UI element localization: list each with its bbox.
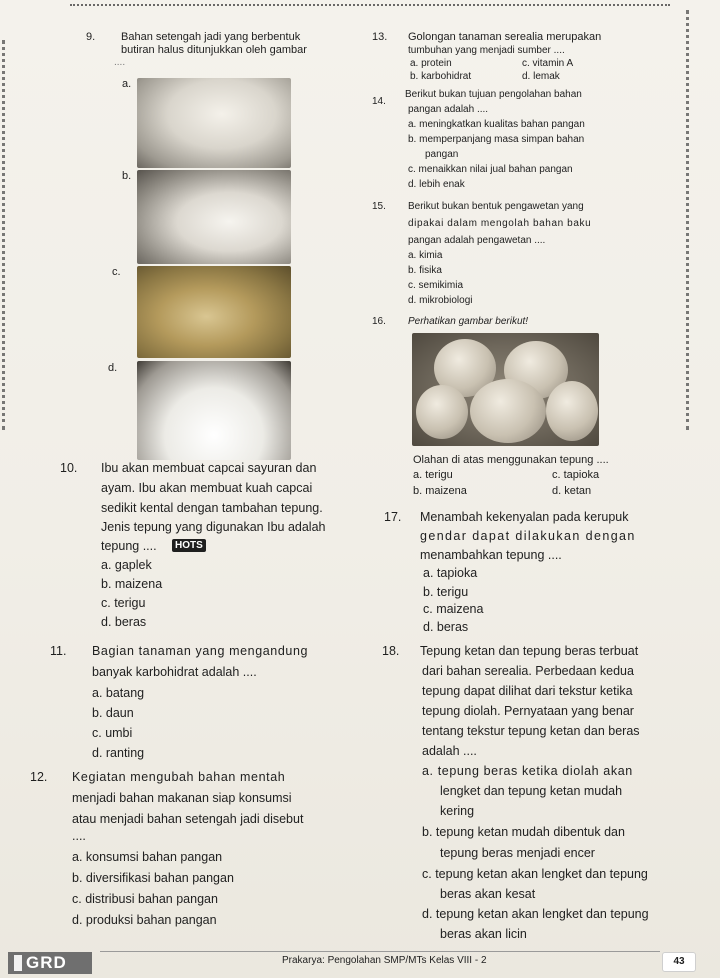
- q13-option: a. protein: [410, 58, 452, 69]
- q10-option: b. maizena: [101, 577, 163, 591]
- q18-text-line: adalah ....: [422, 744, 477, 758]
- footer-divider: [100, 951, 660, 952]
- q11-number: 11.: [50, 644, 67, 658]
- q13-option: b. karbohidrat: [410, 71, 472, 82]
- q16-number: 16.: [372, 316, 386, 327]
- q16-text-line: Perhatikan gambar berikut!: [408, 316, 529, 327]
- q14-option: b. memperpanjang masa simpan bahan: [408, 134, 585, 145]
- q17-option: c. maizena: [423, 602, 484, 616]
- q17-number: 17.: [384, 510, 402, 524]
- q12-text-line: Kegiatan mengubah bahan mentah: [72, 770, 286, 784]
- q12-text-line: ....: [72, 829, 86, 843]
- q18-option-continuation: tepung beras menjadi encer: [440, 846, 595, 860]
- q14-text-line: Berikut bukan tujuan pengolahan bahan: [405, 89, 582, 100]
- decorative-dotted-border-top: [70, 4, 670, 22]
- q18-text-line: dari bahan serealia. Perbedaan kedua: [422, 664, 634, 678]
- q18-option: b. tepung ketan mudah dibentuk dan: [422, 825, 625, 839]
- q9-option-b-label: b.: [122, 170, 132, 182]
- q16-option: c. tapioka: [552, 469, 600, 481]
- q13-option: c. vitamin A: [522, 58, 574, 69]
- q13-option: d. lemak: [522, 71, 560, 82]
- q18-option: a. tepung beras ketika diolah akan: [422, 764, 633, 778]
- q11-option: a. batang: [92, 686, 145, 700]
- q12-option: c. distribusi bahan pangan: [72, 892, 218, 906]
- q12-text-line: menjadi bahan makanan siap konsumsi: [72, 791, 292, 805]
- q18-text-line: Tepung ketan dan tepung beras terbuat: [420, 644, 639, 658]
- q13-number: 13.: [372, 31, 388, 43]
- q18-text-line: tentang tekstur tepung ketan dan beras: [422, 724, 640, 738]
- q17-text-line: gendar dapat dilakukan dengan: [420, 529, 636, 543]
- q17-option: b. terigu: [423, 585, 469, 599]
- q9-text-line: Bahan setengah jadi yang berbentuk: [121, 31, 301, 43]
- onde-onde-ball: [416, 385, 468, 439]
- q15-text-line: pangan adalah pengawetan ....: [408, 235, 546, 246]
- q16-text-line: Olahan di atas menggunakan tepung ....: [413, 454, 609, 466]
- flour-photo: [137, 78, 291, 168]
- decorative-dotted-border-left: [2, 40, 10, 430]
- q15-text-line: dipakai dalam mengolah bahan baku: [408, 218, 592, 229]
- q12-option: d. produksi bahan pangan: [72, 913, 217, 927]
- q15-text-line: Berikut bukan bentuk pengawetan yang: [408, 201, 584, 212]
- q10-text-line: sedikit kental dengan tambahan tepung.: [101, 501, 323, 515]
- q18-option: d. tepung ketan akan lengket dan tepung: [422, 907, 649, 921]
- q14-option-continuation: pangan: [425, 149, 459, 160]
- q15-option: a. kimia: [408, 250, 443, 261]
- q14-option: c. menaikkan nilai jual bahan pangan: [408, 164, 573, 175]
- q14-option: d. lebih enak: [408, 179, 465, 190]
- q9-option-c-label: c.: [112, 266, 121, 278]
- q16-option: a. terigu: [413, 469, 453, 481]
- q18-option-continuation: beras akan kesat: [440, 887, 536, 901]
- q11-option: b. daun: [92, 706, 134, 720]
- q10-option: d. beras: [101, 615, 147, 629]
- q10-text-line: Ibu akan membuat capcai sayuran dan: [101, 461, 317, 475]
- q18-option-continuation: beras akan licin: [440, 927, 527, 941]
- q11-option: c. umbi: [92, 726, 133, 740]
- q15-option: d. mikrobiologi: [408, 295, 473, 306]
- q9-number: 9.: [86, 31, 96, 43]
- q11-text-line: banyak karbohidrat adalah ....: [92, 665, 257, 679]
- q12-number: 12.: [30, 770, 48, 784]
- page-number: 43: [662, 952, 696, 972]
- q18-option-continuation: lengket dan tepung ketan mudah: [440, 784, 623, 798]
- q17-option: a. tapioka: [423, 566, 478, 580]
- q10-text-line: tepung ....: [101, 539, 157, 553]
- q11-text-line: Bagian tanaman yang mengandung: [92, 644, 309, 658]
- q10-text-line: ayam. Ibu akan membuat kuah capcai: [101, 481, 313, 495]
- q14-text-line: pangan adalah ....: [408, 104, 489, 115]
- q15-number: 15.: [372, 201, 386, 212]
- logo-mark-icon: [14, 955, 22, 971]
- q17-text-line: menambahkan tepung ....: [420, 548, 562, 562]
- q10-option: c. terigu: [101, 596, 146, 610]
- q18-text-line: tepung diolah. Pernyataan yang benar: [422, 704, 634, 718]
- q9-option-d-label: d.: [108, 362, 118, 374]
- q9-option-a-label: a.: [122, 78, 132, 90]
- q14-option: a. meningkatkan kualitas bahan pangan: [408, 119, 585, 130]
- q13-text-line: Golongan tanaman serealia merupakan: [408, 31, 602, 43]
- q18-option-continuation: kering: [440, 804, 475, 818]
- grated-coconut-photo: [137, 361, 291, 460]
- q15-option: b. fisika: [408, 265, 442, 276]
- q16-option: d. ketan: [552, 485, 592, 497]
- q16-option: b. maizena: [413, 485, 467, 497]
- q11-option: d. ranting: [92, 746, 145, 760]
- publisher-logo: [8, 952, 92, 974]
- q12-option: b. diversifikasi bahan pangan: [72, 871, 234, 885]
- publisher-brand: GRD: [26, 953, 67, 972]
- q18-number: 18.: [382, 644, 400, 658]
- q15-option: c. semikimia: [408, 280, 464, 291]
- book-title: Prakarya: Pengolahan SMP/MTs Kelas VIII - 2: [282, 955, 487, 966]
- q12-text-line: atau menjadi bahan setengah jadi disebut: [72, 812, 304, 826]
- q10-number: 10.: [60, 461, 78, 475]
- q14-number: 14.: [372, 96, 386, 107]
- q17-option: d. beras: [423, 620, 469, 634]
- onde-onde-photo: [412, 333, 599, 446]
- hots-badge: HOTS: [172, 539, 206, 552]
- rice-grain-photo: [137, 170, 291, 264]
- q10-text-line: Jenis tepung yang digunakan Ibu adalah: [101, 520, 326, 534]
- q12-option: a. konsumsi bahan pangan: [72, 850, 223, 864]
- soybean-sack-photo: [137, 266, 291, 358]
- onde-onde-ball: [470, 379, 546, 443]
- q13-text-line: tumbuhan yang menjadi sumber ....: [408, 45, 565, 56]
- q10-option: a. gaplek: [101, 558, 152, 572]
- q9-text-line: butiran halus ditunjukkan oleh gambar: [121, 44, 307, 56]
- q18-option: c. tepung ketan akan lengket dan tepung: [422, 867, 648, 881]
- onde-onde-ball: [546, 381, 598, 441]
- q17-text-line: Menambah kekenyalan pada kerupuk: [420, 510, 629, 524]
- q9-text-line: ....: [114, 57, 126, 68]
- q18-text-line: tepung dapat dilihat dari tekstur ketika: [422, 684, 633, 698]
- decorative-dotted-border-right: [686, 10, 694, 430]
